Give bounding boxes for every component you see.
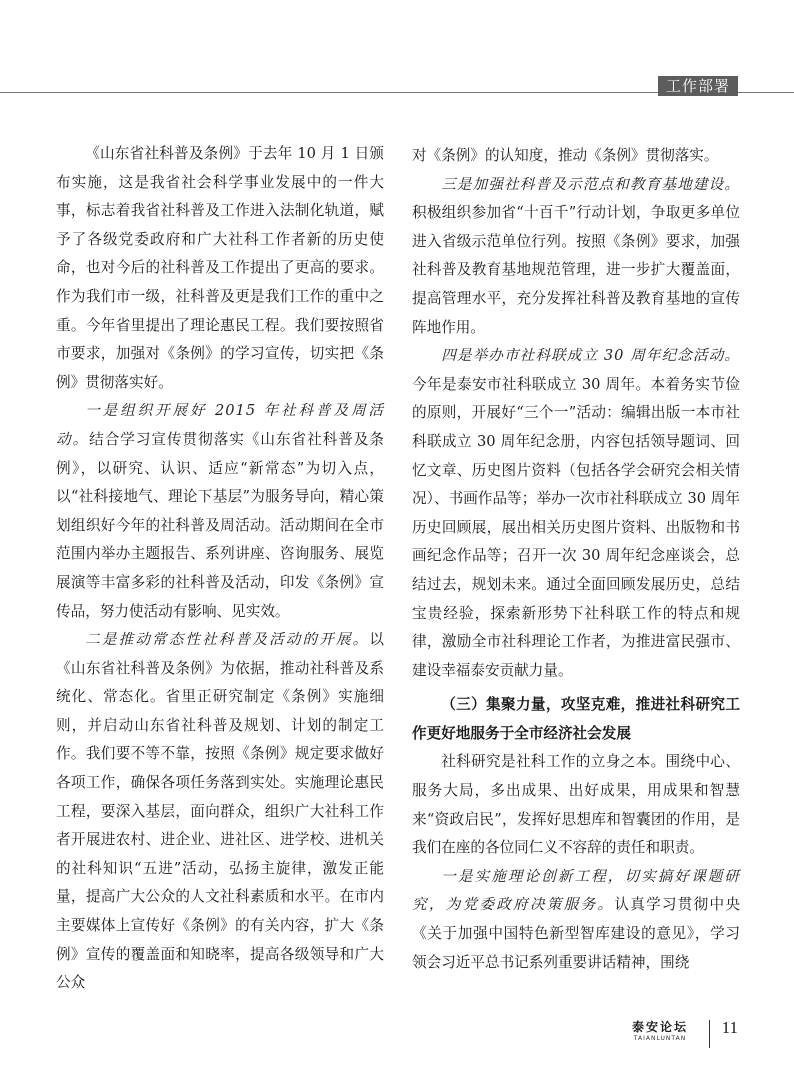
lead-phrase: 三是加强社科普及示范点和教育基地建设。	[441, 175, 740, 193]
paragraph: 《山东省社科普及条例》于去年 10 月 1 日颁布实施，这是我省社会科学事业发展中的一件大事，标志着我省社科普及工作进入法制化轨道，赋予了各级党委政府和广大社科工作者新的历史使命，也对今后的社科普及工作提出了更高的要求。作为我们市一级，社科普及更是我们工作的重中之重。今年省里提出了理论惠民工程。我们要按照省市要求，加强对《条例》的学习宣传，切实把《条例》贯彻落实好。	[56, 145, 384, 391]
logo-text-en: TAIANLUNTAN	[633, 1035, 687, 1042]
left-column	[56, 140, 384, 998]
lead-phrase: 一是实施理论创新工程，切实搞好课题研究，为党委政府决策服务。	[412, 867, 740, 914]
section-tag: 工作部署	[658, 76, 738, 96]
footer-divider	[709, 1020, 710, 1048]
magazine-logo	[620, 1018, 700, 1042]
paragraph: 社科研究是社科工作的立身之本。围绕中心、服务大局，多出成果、出好成果，用成果和智慧来“资政启民”，发挥好思想库和智囊团的作用，是我们在座的各位同仁义不容辞的责任和职责。	[412, 753, 740, 857]
right-column	[412, 142, 740, 977]
page-number: 11	[721, 1018, 738, 1037]
logo-text-cn: 泰安论坛	[631, 1020, 688, 1034]
paragraph: 一是组织开展好 2015 年社科普及周活动。结合学习宣传贯彻落实《山东省社科普及条例》，以研究、认识、适应“新常态”为切入点，以“社科接地气、理论下基层”为服务导向，精心策划组织好今年的社科普及周活动。活动期间在全市范围内举办主题报告、系列讲座、咨询服务、展览展演等丰富多彩的社科普及活动，印发《条例》宣传品，努力使活动有影响、见实效。	[56, 402, 384, 620]
paragraph: 对《条例》的认知度，推动《条例》贯彻落实。	[412, 147, 719, 164]
paragraph: 二是推动常态性社科普及活动的开展。以《山东省社科普及条例》为依据，推动社科普及系统化、常态化。省里正研究制定《条例》实施细则，并启动山东省社科普及规划、计划的制定工作。我们要不等不靠，按照《条例》规定要求做好各项工作，确保各项任务落到实处。实施理论惠民工程，要深入基层，面向群众，组织广大社科工作者开展进农村、进企业、进社区、进学校、进机关的社科知识“五进”活动，弘扬主旋律，激发正能量，提高广大公众的人文社科素质和水平。在市内主要媒体上宣传好《条例》的有关内容，扩大《条例》宣传的覆盖面和知晓率，提高各级领导和广大公众	[56, 631, 384, 992]
lead-phrase: 一是组织开展好 2015 年社科普及周活动。	[56, 402, 384, 448]
lead-phrase: 二是推动常态性社科普及活动的开展。	[85, 631, 370, 649]
subsection-heading: （三）集聚力量，攻坚克难，推进社科研究工作更好地服务于全市经济社会发展	[412, 696, 740, 742]
paragraph: 四是举办市社科联成立 30 周年纪念活动。今年是泰安市社科联成立 30 周年。本着务实节俭的原则，开展好“三个一”活动：编辑出版一本市社科联成立 30 周年纪念册，内容包括领导题词、回忆文章、历史图片资料（包括各学会研究会相关情况）、书画作品等；举办一次市社科联成立 30 周年历史回顾展，展出相关历史图片资料、出版物和书画纪念作品等；召开一次 30 周年纪念座谈会，总结过去，规划未来。通过全面回顾发展历史，总结宝贵经验，探索新形势下社科联工作的特点和规律，激励全市社科理论工作者，为推进富民强市、建设幸福泰安贡献力量。	[412, 347, 740, 679]
lead-phrase: 四是举办市社科联成立 30 周年纪念活动。	[441, 347, 740, 365]
paragraph: 三是加强社科普及示范点和教育基地建设。积极组织参加省“十百千”行动计划，争取更多单位进入省级示范单位行列。按照《条例》要求，加强社科普及教育基地规范管理，进一步扩大覆盖面，提高管理水平，充分发挥社科普及教育基地的宣传阵地作用。	[412, 175, 740, 336]
paragraph: 一是实施理论创新工程，切实搞好课题研究，为党委政府决策服务。认真学习贯彻中央《关于加强中国特色新型智库建设的意见》，学习领会习近平总书记系列重要讲话精神，围绕	[412, 867, 740, 971]
